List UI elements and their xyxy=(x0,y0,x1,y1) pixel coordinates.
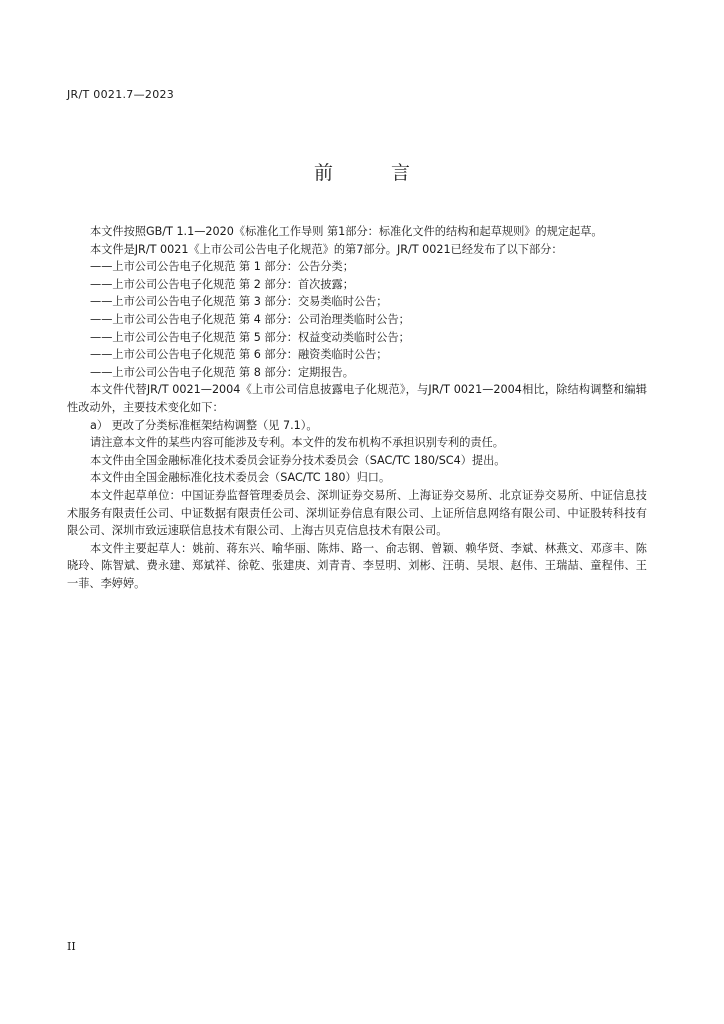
paragraph-drafting-units: 本文件起草单位：中国证券监督管理委员会、深圳证券交易所、上海证券交易所、北京证券交易所、中证信息技术服务有限责任公司、中证数据有限责任公司、深圳证券信息有限公司、上证所信息网络有限公司、中证股转科技有限公司、深圳市致远速联信息技术有限公司、上海古贝克信息技术有限公司。 xyxy=(67,488,647,538)
paragraph-under-jurisdiction: 本文件由全国金融标准化技术委员会（SAC/TC 180）归口。 xyxy=(90,471,391,485)
list-item-part-8: ——上市公司公告电子化规范 第 8 部分：定期报告。 xyxy=(90,365,354,379)
list-item-part-4: ——上市公司公告电子化规范 第 4 部分：公司治理类临时公告； xyxy=(90,312,410,326)
paragraph-proposed-by: 本文件由全国金融标准化技术委员会证券分技术委员会（SAC/TC 180/SC4）提出。 xyxy=(90,453,506,467)
paragraph-part-statement: 本文件是JR/T 0021《上市公司公告电子化规范》的第7部分。JR/T 0021已经发布了以下部分： xyxy=(90,242,563,256)
list-item-part-2: ——上市公司公告电子化规范 第 2 部分：首次披露； xyxy=(90,277,354,291)
list-item-part-5: ——上市公司公告电子化规范 第 5 部分：权益变动类临时公告； xyxy=(90,330,410,344)
list-item-part-3: ——上市公司公告电子化规范 第 3 部分：交易类临时公告； xyxy=(90,295,388,309)
paragraph-drafting-basis: 本文件按照GB/T 1.1—2020《标准化工作导则 第1部分：标准化文件的结构和起草规则》的规定起草。 xyxy=(90,225,603,238)
document-code-header: JR/T 0021.7—2023 xyxy=(67,88,175,101)
list-item-part-6: ——上市公司公告电子化规范 第 6 部分：融资类临时公告； xyxy=(90,348,388,362)
paragraph-drafters: 本文件主要起草人：姚前、蒋东兴、喻华丽、陈炜、路一、俞志钢、曾颖、赖华贤、李斌、林燕文、邓彦丰、陈晓玲、陈智斌、费永建、郑斌祥、徐乾、张建庚、刘青青、李昱明、刘彬、汪萌、吴垠、赵伟、王瑞喆、童程伟、王一菲、李婷婷。 xyxy=(67,541,647,590)
foreword-body xyxy=(67,223,647,592)
page-number: II xyxy=(67,940,76,953)
paragraph-replacement: 本文件代替JR/T 0021—2004《上市公司信息披露电子化规范》，与JR/T 0021—2004相比，除结构调整和编辑性改动外，主要技术变化如下： xyxy=(67,383,647,414)
list-item-change-a: a） 更改了分类标准框架结构调整（见 7.1）。 xyxy=(90,418,318,432)
list-item-part-1: ——上市公司公告电子化规范 第 1 部分：公告分类； xyxy=(90,260,354,274)
page-title: 前 言 xyxy=(313,162,437,184)
paragraph-patent-notice: 请注意本文件的某些内容可能涉及专利。本文件的发布机构不承担识别专利的责任。 xyxy=(90,436,504,450)
